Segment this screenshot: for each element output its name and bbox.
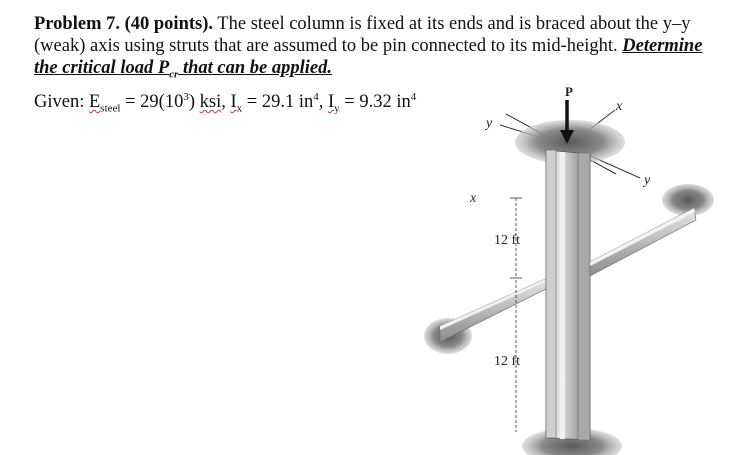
iy-value: = 9.32 in [339, 91, 411, 112]
column-flange-left [546, 150, 556, 438]
axis-y-top-label: y [486, 116, 493, 131]
e-value-a: = 29(10 [120, 91, 184, 112]
ix-value: = 29.1 in [242, 91, 314, 112]
axis-y-right-label: y [644, 173, 651, 188]
ix-symbol [230, 91, 243, 115]
left-strut-flange [440, 276, 552, 330]
e-letter: E [88, 91, 101, 112]
e-unit: ksi [199, 91, 222, 112]
load-label: P [565, 84, 573, 99]
column-web-highlight [560, 152, 565, 439]
iy-symbol [327, 91, 340, 115]
task-statement [34, 58, 332, 81]
iy-exponent: 4 [410, 90, 417, 103]
task-subscript: cr [169, 68, 179, 81]
dim-label-upper: 12 ft [494, 233, 521, 248]
iy-letter: I [327, 91, 335, 112]
e-value-b: ) [188, 91, 200, 112]
sep-2: , [318, 91, 328, 112]
ix-subscript: x [236, 102, 243, 115]
task-text-a: the critical load P [34, 58, 170, 78]
column-figure [400, 80, 744, 455]
e-symbol [88, 91, 121, 115]
axis-x-left-label: x [470, 191, 477, 206]
task-word: Determine [622, 36, 703, 56]
given-prefix: Given: [34, 91, 89, 112]
e-subscript: steel [100, 102, 121, 115]
axis-x-top-label: x [616, 99, 623, 114]
sep-1: , [221, 91, 231, 112]
problem-body: The steel column is fixed at its ends and is braced about the y–y (weak) axis using struts that are assumed to be pin connected to its mid-height. [34, 14, 691, 56]
iy-subscript: y [334, 102, 340, 115]
problem-paragraph [34, 13, 734, 86]
dim-label-lower: 12 ft [494, 354, 521, 369]
e-exponent: 3 [183, 90, 189, 103]
problem-heading: Problem 7. (40 points). [34, 14, 214, 34]
right-strut-flange [590, 208, 695, 266]
column-flange-right [578, 153, 590, 440]
ix-exponent: 4 [313, 90, 319, 103]
task-text-b: that can be applied. [178, 58, 332, 78]
ix-letter: I [230, 91, 237, 112]
